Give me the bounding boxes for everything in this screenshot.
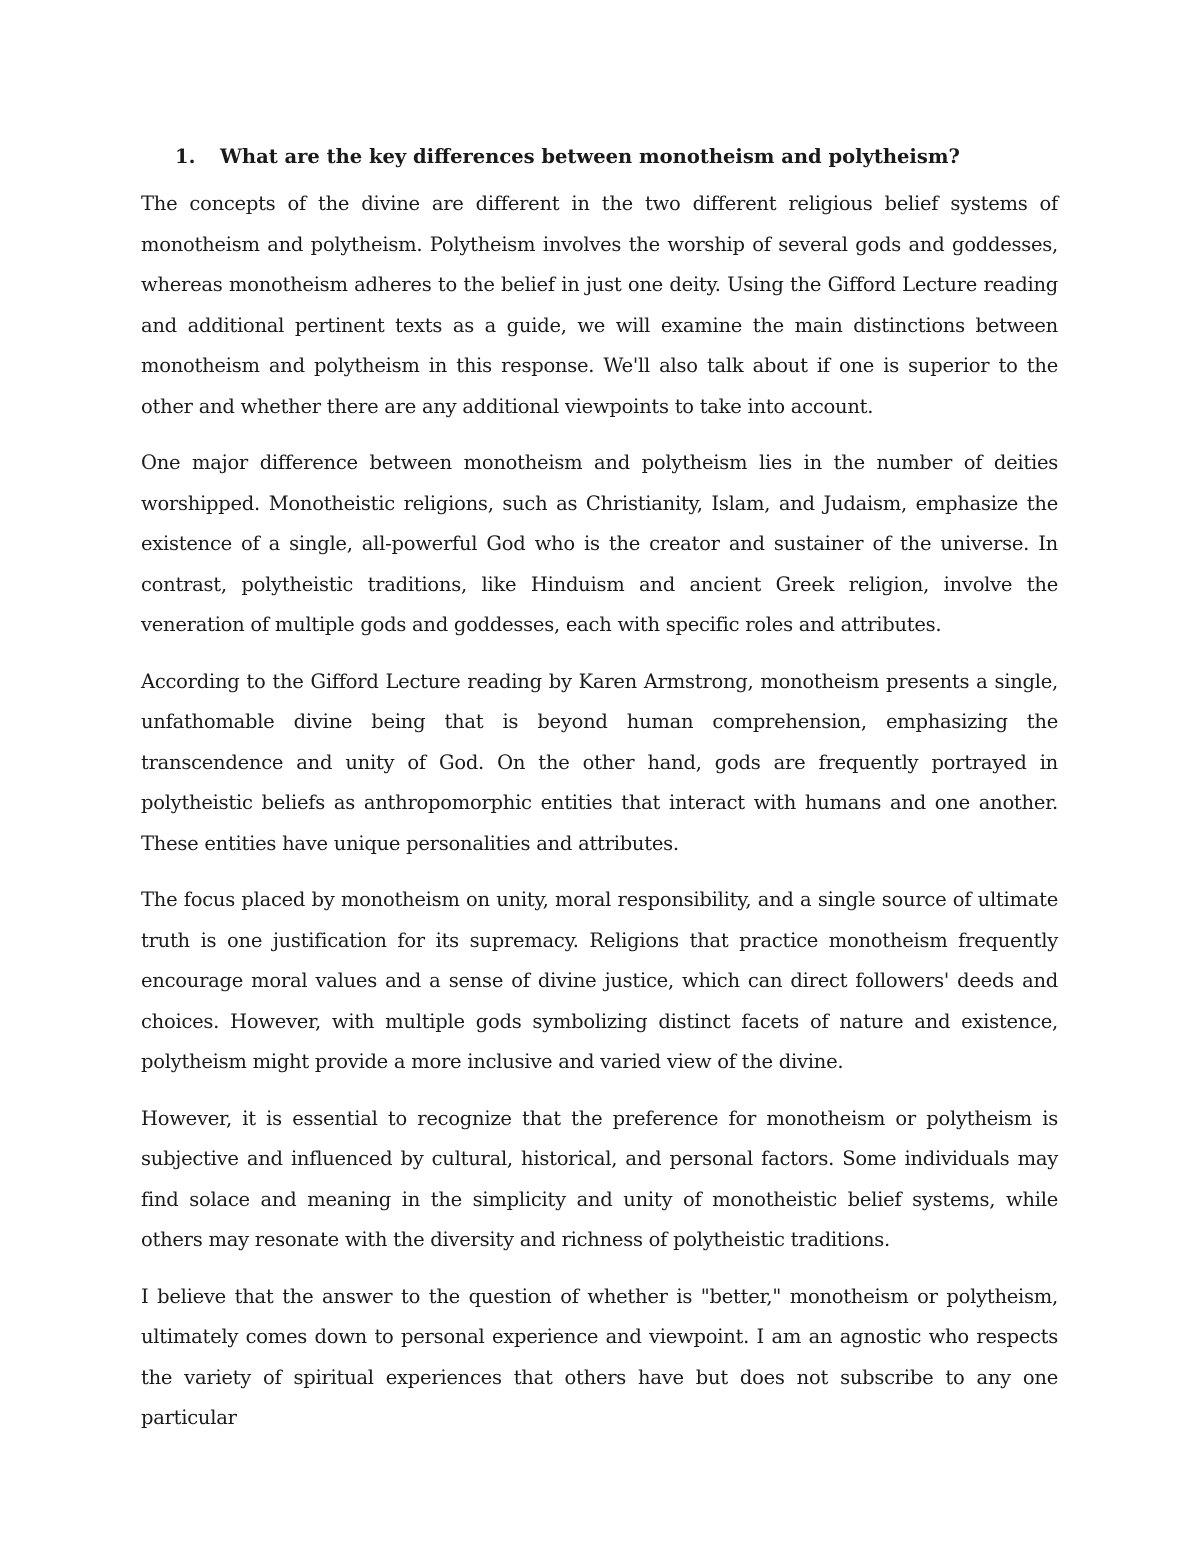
paragraph-armstrong: According to the Gifford Lecture reading by Karen Armstrong, monotheism presents a single, unfathomable divine being that is beyond human comprehension, emphasizing the transcendence and unity of God. On the other hand, gods are frequently portrayed in polytheistic beliefs as anthropomorphic entities that interact with humans and one another. These entities have unique personalities and attributes. [141,669,1058,855]
paragraph-personal-view: I believe that the answer to the question of whether is "better," monotheism or polytheism, ultimately comes down to personal experience and viewpoint. I am an agnostic who respects the variety of spiritual experiences that others have but does not subscribe to any one particular [141,1284,1058,1429]
question-heading [141,142,1058,172]
paragraph-supremacy: The focus placed by monotheism on unity, moral responsibility, and a single source of ultimate truth is one justification for its supremacy. Religions that practice monotheism frequently encourage moral values and a sense of divine justice, which can direct followers' deeds and choices. However, with multiple gods symbolizing distinct facets of nature and existence, polytheism might provide a more inclusive and varied view of the divine. [141,888,1058,1073]
paragraph-preference: However, it is essential to recognize that the preference for monotheism or polytheism is subjective and influenced by cultural, historical, and personal factors. Some individuals may find solace and meaning in the simplicity and unity of monotheistic belief systems, while others may resonate with the diversity and richness of polytheistic traditions. [141,1106,1058,1251]
question-number: 1. [175,145,196,168]
question-text: What are the key differences between monotheism and polytheism? [220,145,960,168]
document-body [141,142,1058,1439]
paragraph-number-of-deities: One major difference between monotheism and polytheism lies in the number of deities worshipped. Monotheistic religions, such as Christianity, Islam, and Judaism, emphasize the existence of a single, all-powerful God who is the creator and sustainer of the universe. In contrast, polytheistic traditions, like Hinduism and ancient Greek religion, involve the veneration of multiple gods and goddesses, each with specific roles and attributes. [141,451,1058,636]
paragraph-intro: The concepts of the divine are different in the two different religious belief systems of monotheism and polytheism. Polytheism involves the worship of several gods and goddesses, whereas monotheism adheres to the belief in just one deity. Using the Gifford Lecture reading and additional pertinent texts as a guide, we will examine the main distinctions between monotheism and polytheism in this response. We'll also talk about if one is superior to the other and whether there are any additional viewpoints to take into account. [141,192,1058,418]
